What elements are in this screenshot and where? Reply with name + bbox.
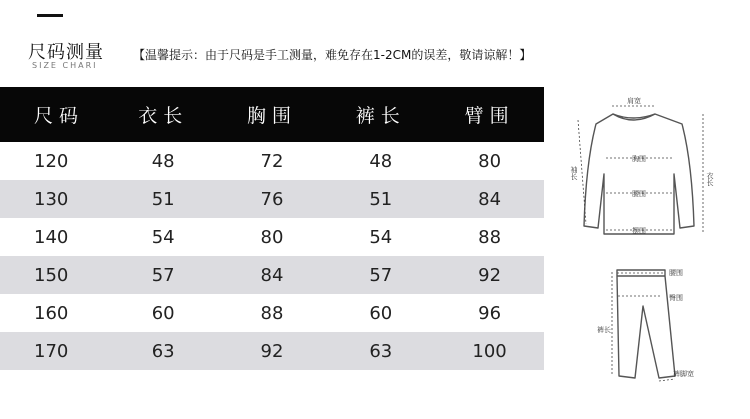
table-cell: 60 — [369, 302, 393, 324]
sleeve-length-label: 袖长 — [570, 166, 578, 180]
table-cell: 92 — [435, 256, 544, 294]
table-cell: 96 — [478, 302, 502, 324]
table-cell: 140 — [34, 226, 69, 248]
table-cell: 130 — [0, 180, 109, 218]
table-cell: 54 — [369, 226, 393, 248]
table-cell: 48 — [151, 150, 175, 172]
table-cell: 48 — [369, 150, 393, 172]
table-cell: 54 — [151, 226, 175, 248]
table-row — [0, 142, 544, 180]
table-cell: 84 — [435, 180, 544, 218]
column-header-pants-length: 裤长 — [326, 87, 435, 142]
page-subtitle: SIZE CHARI — [32, 61, 98, 70]
table-row — [0, 256, 544, 294]
table-cell: 63 — [109, 332, 218, 370]
pants-outline-icon — [617, 270, 675, 378]
table-cell: 160 — [34, 302, 69, 324]
table-cell: 88 — [478, 226, 502, 248]
table-row — [0, 332, 544, 370]
measurement-notice: 【温馨提示：由于尺码是手工测量，难免存在1-2CM的误差，敬请谅解！】 — [133, 48, 532, 62]
pants-diagram — [585, 262, 695, 387]
column-header-arm: 臂围 — [435, 87, 544, 142]
column-header-chest: 胸围 — [218, 87, 327, 142]
table-cell: 76 — [218, 180, 327, 218]
table-row — [0, 294, 544, 332]
table-row — [0, 218, 544, 256]
table-cell: 92 — [218, 332, 327, 370]
leg-opening-label: 裤脚宽 — [673, 370, 694, 378]
shirt-outline-icon — [584, 114, 694, 234]
table-header-row — [0, 87, 544, 142]
table-cell: 84 — [218, 256, 327, 294]
shirt-diagram — [570, 92, 720, 252]
table-cell: 63 — [326, 332, 435, 370]
table-cell: 60 — [151, 302, 175, 324]
pants-length-label: 裤长 — [597, 326, 611, 334]
table-cell: 150 — [0, 256, 109, 294]
table-cell: 57 — [326, 256, 435, 294]
size-chart-table — [0, 87, 544, 370]
table-cell: 100 — [435, 332, 544, 370]
table-cell: 170 — [0, 332, 109, 370]
table-cell: 51 — [109, 180, 218, 218]
shirt-length-label: 衣长 — [706, 172, 714, 186]
hip-label: 臀围 — [669, 294, 683, 302]
pants-waist-label: 腰围 — [669, 269, 683, 277]
table-cell: 80 — [478, 150, 502, 172]
page-title: 尺码测量 — [28, 42, 104, 63]
table-cell: 72 — [260, 150, 284, 172]
table-row — [0, 180, 544, 218]
hem-label: 摆围 — [632, 227, 646, 235]
table-cell: 120 — [34, 150, 69, 172]
table-cell: 88 — [260, 302, 284, 324]
shoulder-width-label: 肩宽 — [627, 97, 641, 105]
table-cell: 51 — [326, 180, 435, 218]
column-header-length: 衣长 — [109, 87, 218, 142]
header-accent-bar — [37, 14, 63, 17]
chest-label: 胸围 — [632, 155, 646, 163]
table-cell: 80 — [260, 226, 284, 248]
table-cell: 57 — [109, 256, 218, 294]
column-header-size: 尺码 — [0, 87, 109, 142]
waist-label: 腰围 — [632, 190, 646, 198]
